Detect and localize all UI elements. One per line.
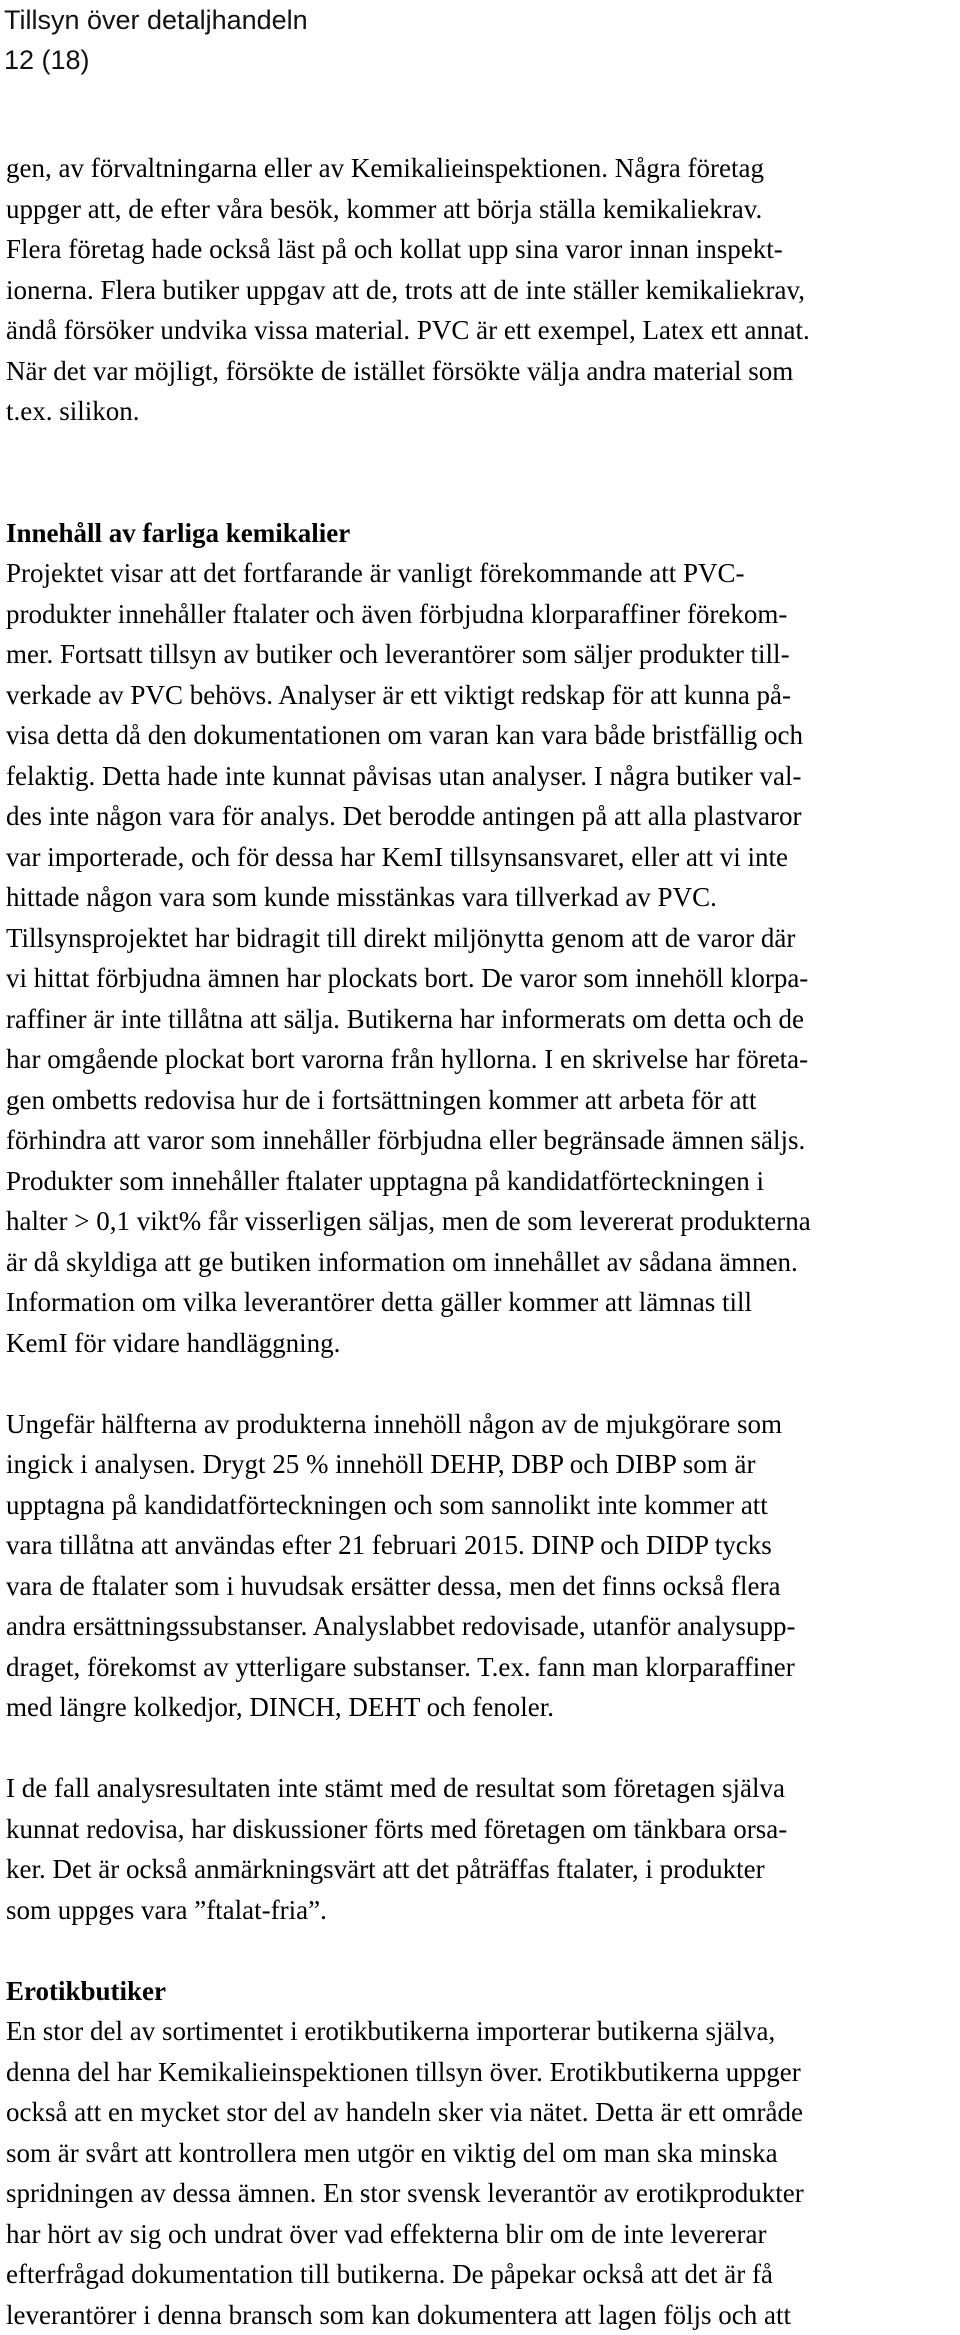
text-line: leverantörer i denna bransch som kan dokumentera att lagen följs och att [6, 2295, 954, 2335]
text-line: mer. Fortsatt tillsyn av butiker och leverantörer som säljer produkter till- [6, 634, 954, 675]
text-line: också att en mycket stor del av handeln sker via nätet. Detta är ett område [6, 2092, 954, 2133]
text-line: vara tillåtna att användas efter 21 februari 2015. DINP och DIDP tycks [6, 1525, 954, 1566]
text-line: Information om vilka leverantörer detta gäller kommer att lämnas till [6, 1282, 954, 1323]
section-hazardous-chemicals [6, 513, 954, 1364]
page-header [4, 0, 308, 80]
paragraph-results [6, 1768, 954, 1930]
text-line: Flera företag hade också läst på och kollat upp sina varor innan inspekt- [6, 229, 954, 270]
spacer [6, 1728, 954, 1769]
text-line: verkade av PVC behövs. Analyser är ett viktigt redskap för att kunna på- [6, 675, 954, 716]
text-line: ionerna. Flera butiker uppgav att de, trots att de inte ställer kemikaliekrav, [6, 270, 954, 311]
text-line: är då skyldiga att ge butiken information om innehållet av sådana ämnen. [6, 1242, 954, 1283]
section-heading: Innehåll av farliga kemikalier [6, 513, 954, 554]
text-line: När det var möjligt, försökte de istället försökte välja andra material som [6, 351, 954, 392]
document-body [6, 148, 954, 2335]
text-line: Produkter som innehåller ftalater upptagna på kandidatförteckningen i [6, 1161, 954, 1202]
text-line: gen, av förvaltningarna eller av Kemikalieinspektionen. Några företag [6, 148, 954, 189]
page-number: 12 (18) [4, 40, 308, 80]
text-line: des inte någon vara för analys. Det berodde antingen på att alla plastvaror [6, 796, 954, 837]
section-heading: Erotikbutiker [6, 1971, 954, 2012]
text-line: produkter innehåller ftalater och även förbjudna klorparaffiner förekom- [6, 594, 954, 635]
text-line: vi hittat förbjudna ämnen har plockats bort. De varor som innehöll klorpa- [6, 958, 954, 999]
text-line: andra ersättningssubstanser. Analyslabbet redovisade, utanför analysupp- [6, 1606, 954, 1647]
paragraph-plasticizers [6, 1404, 954, 1728]
spacer [6, 1930, 954, 1971]
text-line: raffiner är inte tillåtna att sälja. Butikerna har informerats om detta och de [6, 999, 954, 1040]
spacer [6, 432, 954, 473]
text-line: upptagna på kandidatförteckningen och som sannolikt inte kommer att [6, 1485, 954, 1526]
text-line: kunnat redovisa, har diskussioner förts med företagen om tänkbara orsa- [6, 1809, 954, 1850]
text-line: efterfrågad dokumentation till butikerna. De påpekar också att det är få [6, 2254, 954, 2295]
text-line: vara de ftalater som i huvudsak ersätter dessa, men det finns också flera [6, 1566, 954, 1607]
text-line: En stor del av sortimentet i erotikbutikerna importerar butikerna själva, [6, 2011, 954, 2052]
text-line: denna del har Kemikalieinspektionen tillsyn över. Erotikbutikerna uppger [6, 2052, 954, 2093]
text-line: Tillsynsprojektet har bidragit till direkt miljönytta genom att de varor där [6, 918, 954, 959]
text-line: spridningen av dessa ämnen. En stor svensk leverantör av erotikprodukter [6, 2173, 954, 2214]
text-line: som uppges vara ”ftalat-fria”. [6, 1890, 954, 1931]
text-line: har omgående plockat bort varorna från hyllorna. I en skrivelse har företa- [6, 1039, 954, 1080]
text-line: ker. Det är också anmärkningsvärt att det påträffas ftalater, i produkter [6, 1849, 954, 1890]
text-line: hittade någon vara som kunde misstänkas vara tillverkad av PVC. [6, 877, 954, 918]
text-line: Projektet visar att det fortfarande är vanligt förekommande att PVC- [6, 553, 954, 594]
text-line: ändå försöker undvika vissa material. PVC är ett exempel, Latex ett annat. [6, 310, 954, 351]
text-line: halter > 0,1 vikt% får visserligen säljas, men de som levererat produkterna [6, 1201, 954, 1242]
text-line: förhindra att varor som innehåller förbjudna eller begränsade ämnen säljs. [6, 1120, 954, 1161]
spacer [6, 472, 954, 513]
text-line: t.ex. silikon. [6, 391, 954, 432]
text-line: uppger att, de efter våra besök, kommer att börja ställa kemikaliekrav. [6, 189, 954, 230]
text-line: var importerade, och för dessa har KemI tillsynsansvaret, eller att vi inte [6, 837, 954, 878]
text-line: Ungefär hälfterna av produkterna innehöll någon av de mjukgörare som [6, 1404, 954, 1445]
text-line: I de fall analysresultaten inte stämt med de resultat som företagen själva [6, 1768, 954, 1809]
paragraph-intro [6, 148, 954, 432]
text-line: draget, förekomst av ytterligare substanser. T.ex. fann man klorparaffiner [6, 1647, 954, 1688]
spacer [6, 1363, 954, 1404]
text-line: som är svårt att kontrollera men utgör en viktig del om man ska minska [6, 2133, 954, 2174]
text-line: felaktig. Detta hade inte kunnat påvisas utan analyser. I några butiker val- [6, 756, 954, 797]
section-erotic-shops [6, 1971, 954, 2335]
text-line: visa detta då den dokumentationen om varan kan vara både bristfällig och [6, 715, 954, 756]
document-title: Tillsyn över detaljhandeln [4, 0, 308, 40]
text-line: KemI för vidare handläggning. [6, 1323, 954, 1364]
text-line: har hört av sig och undrat över vad effekterna blir om de inte levererar [6, 2214, 954, 2255]
text-line: med längre kolkedjor, DINCH, DEHT och fenoler. [6, 1687, 954, 1728]
text-line: ingick i analysen. Drygt 25 % innehöll DEHP, DBP och DIBP som är [6, 1444, 954, 1485]
text-line: gen ombetts redovisa hur de i fortsättningen kommer att arbeta för att [6, 1080, 954, 1121]
